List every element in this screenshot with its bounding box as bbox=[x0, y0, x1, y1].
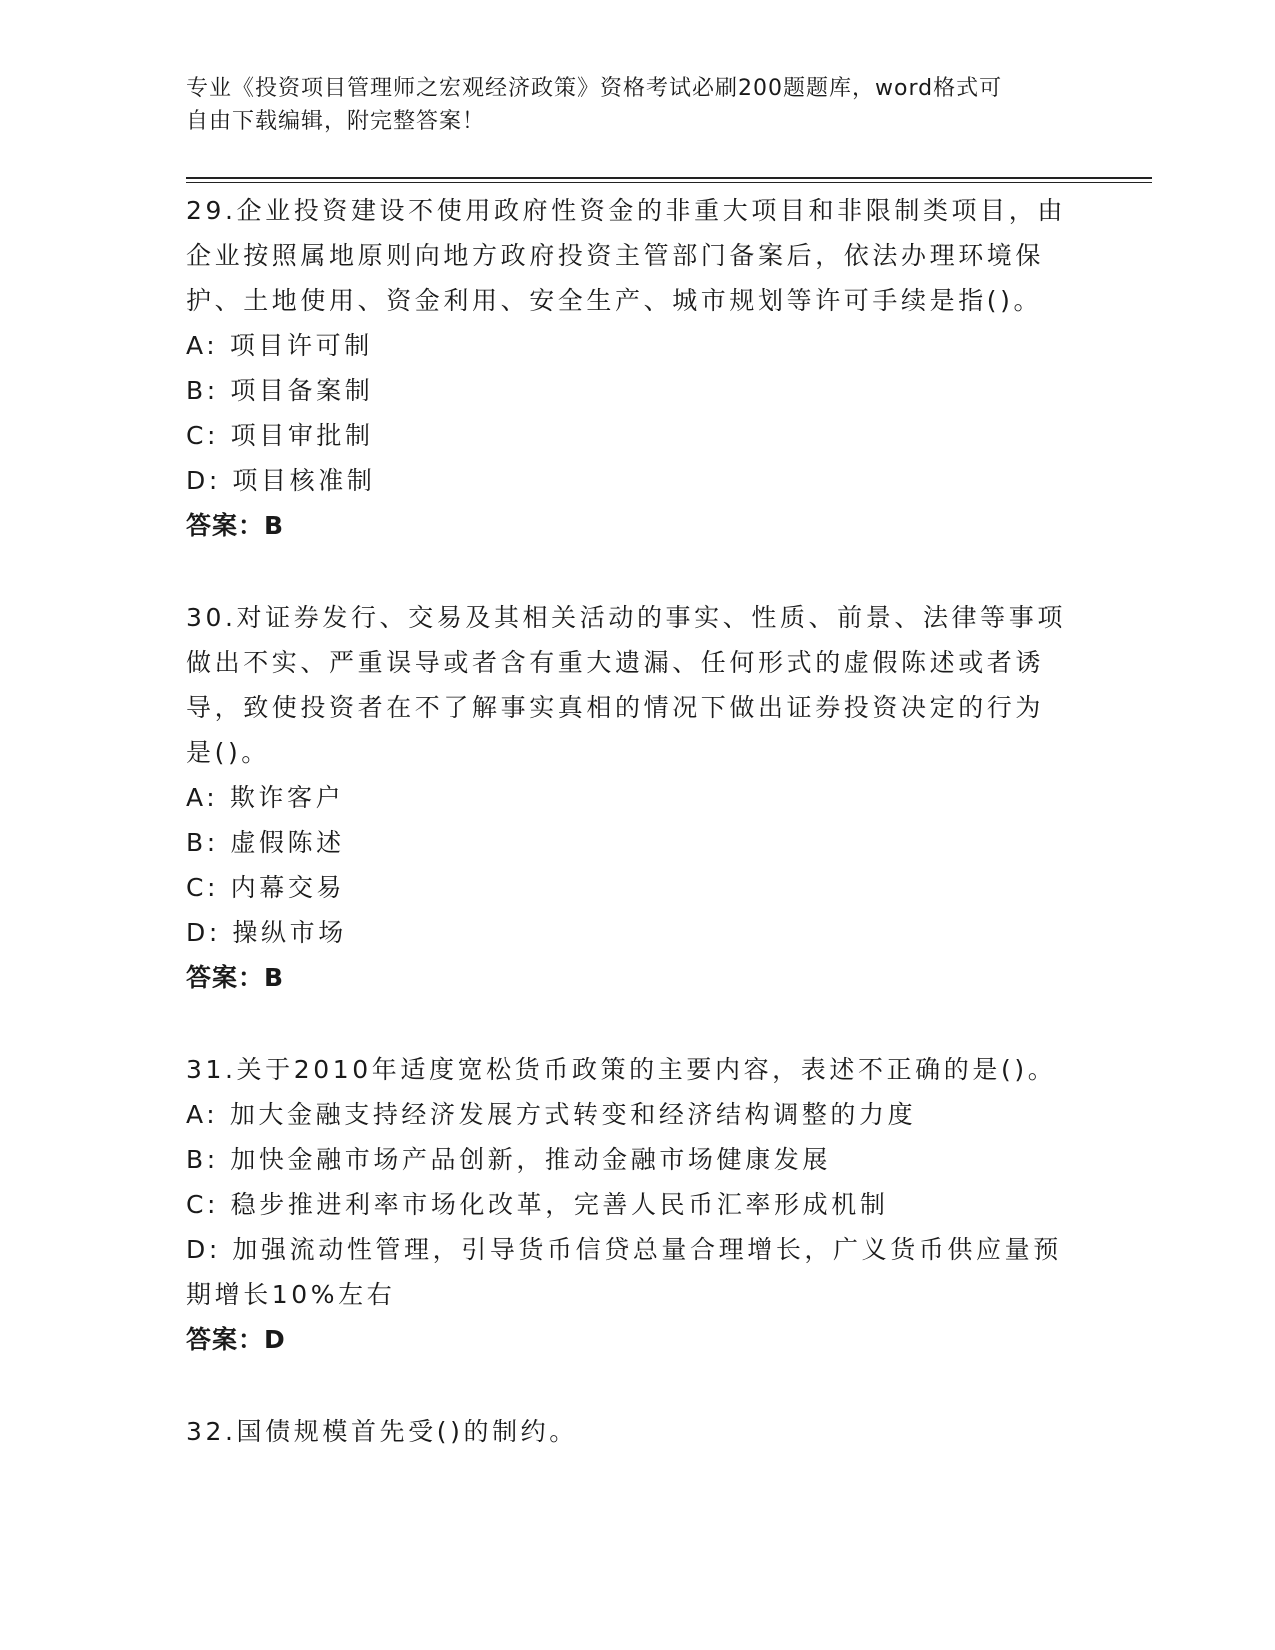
question-stem-line: 企业按照属地原则向地方政府投资主管部门备案后，依法办理环境保 bbox=[186, 241, 1045, 270]
option-c: C: 项目审批制 bbox=[186, 421, 374, 450]
option-c: C: 内幕交易 bbox=[186, 873, 346, 902]
header-divider-thin bbox=[186, 182, 1152, 183]
option-a: A: 项目许可制 bbox=[186, 331, 373, 360]
option-d-continued: 期增长10%左右 bbox=[186, 1280, 396, 1309]
answer: 答案：D bbox=[186, 1325, 286, 1354]
option-d: D: 项目核准制 bbox=[186, 466, 376, 495]
question-stem-line: 30.对证券发行、交易及其相关活动的事实、性质、前景、法律等事项 bbox=[186, 603, 1066, 632]
option-c: C: 稳步推进利率市场化改革，完善人民币汇率形成机制 bbox=[186, 1190, 889, 1219]
answer: 答案：B bbox=[186, 511, 285, 540]
question-stem-line: 29.企业投资建设不使用政府性资金的非重大项目和非限制类项目，由 bbox=[186, 196, 1066, 225]
header-divider-thick bbox=[186, 177, 1152, 179]
question-stem-line: 做出不实、严重误导或者含有重大遗漏、任何形式的虚假陈述或者诱 bbox=[186, 648, 1045, 677]
question-32 bbox=[186, 1409, 1086, 1454]
document-header bbox=[186, 72, 1066, 138]
answer: 答案：B bbox=[186, 963, 285, 992]
question-stem-line: 32.国债规模首先受()的制约。 bbox=[186, 1417, 578, 1446]
question-29 bbox=[186, 188, 1086, 548]
question-30 bbox=[186, 595, 1086, 1000]
option-d: D: 加强流动性管理，引导货币信贷总量合理增长，广义货币供应量预 bbox=[186, 1235, 1062, 1264]
option-a: A: 欺诈客户 bbox=[186, 783, 345, 812]
header-line-1: 专业《投资项目管理师之宏观经济政策》资格考试必刷200题题库，word格式可 bbox=[186, 76, 1003, 101]
option-b: B: 加快金融市场产品创新，推动金融市场健康发展 bbox=[186, 1145, 831, 1174]
question-stem-line: 是()。 bbox=[186, 738, 270, 767]
header-line-2: 自由下载编辑，附完整答案！ bbox=[186, 109, 486, 134]
option-b: B: 虚假陈述 bbox=[186, 828, 345, 857]
option-d: D: 操纵市场 bbox=[186, 918, 347, 947]
questions-list bbox=[186, 188, 1086, 1454]
question-stem-line: 31.关于2010年适度宽松货币政策的主要内容，表述不正确的是()。 bbox=[186, 1055, 1057, 1084]
question-stem-line: 导，致使投资者在不了解事实真相的情况下做出证券投资决定的行为 bbox=[186, 693, 1045, 722]
option-b: B: 项目备案制 bbox=[186, 376, 374, 405]
option-a: A: 加大金融支持经济发展方式转变和经济结构调整的力度 bbox=[186, 1100, 917, 1129]
question-31 bbox=[186, 1047, 1086, 1362]
question-stem-line: 护、土地使用、资金利用、安全生产、城市规划等许可手续是指()。 bbox=[186, 286, 1043, 315]
